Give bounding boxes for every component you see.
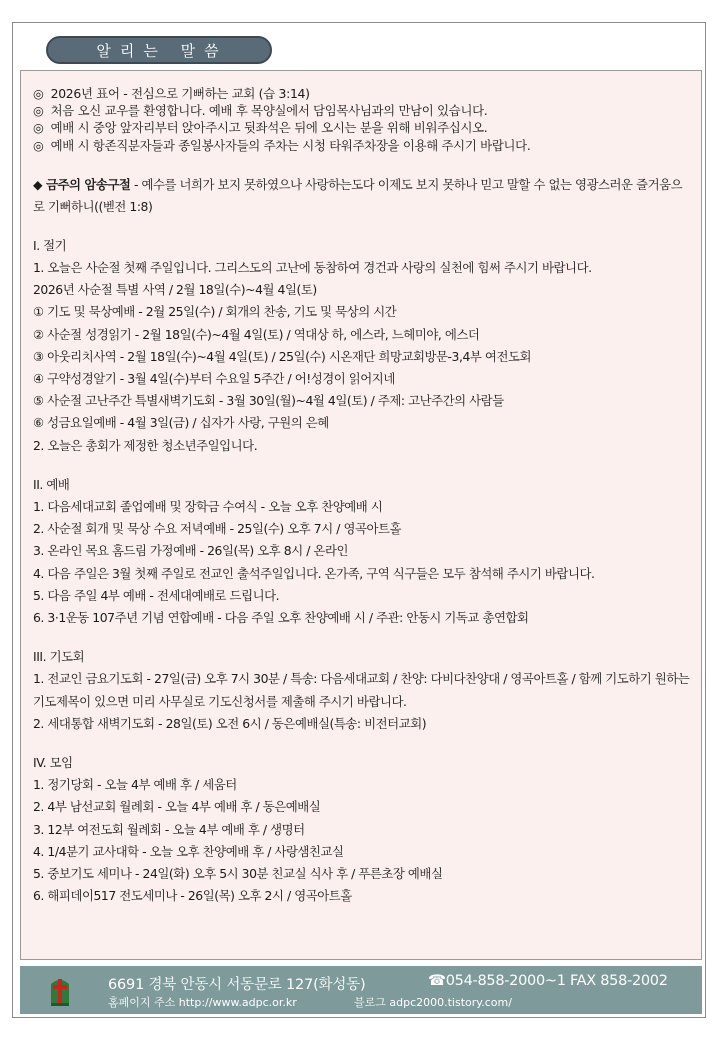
section-line: 2. 세대통합 새벽기도회 - 28일(토) 오전 6시 / 동은예배실(특송: 비전터교회)	[33, 715, 427, 731]
section-line: 6. 3·1운동 107주년 기념 연합예배 - 다음 주일 오후 찬양예배 시 / 주관: 안동시 기독교 총연합회	[33, 610, 529, 626]
section-meetings	[33, 752, 691, 907]
announcement-box	[20, 70, 702, 960]
section-line: 2026년 사순절 특별 사역 / 2월 18일(수)~4월 4일(토)	[33, 282, 317, 298]
notice-mark: ◎	[33, 103, 44, 119]
section-line: 4. 다음 주일은 3월 첫째 주일로 전교인 출석주일입니다. 온가족, 구역 식구들은 모두 참석해 주시기 바랍니다.	[33, 565, 595, 581]
footer	[20, 966, 702, 1014]
notice-text: 2026년 표어 - 전심으로 기뻐하는 교회 (습 3:14)	[50, 86, 310, 101]
section-line: 1. 오늘은 사순절 첫째 주일입니다. 그리스도의 고난에 동참하여 경건과 사랑의 실천에 힘써 주시기 바랍니다.	[33, 260, 592, 276]
notice-item	[33, 119, 691, 136]
spacer	[33, 629, 691, 646]
section-line: 5. 중보기도 세미나 - 24일(화) 오후 5시 30분 친교실 식사 후 / 푸른초장 예배실	[33, 866, 443, 882]
spacer	[33, 735, 691, 752]
section-worship	[33, 474, 691, 629]
section-line: ① 기도 및 묵상예배 - 2월 25일(수) / 회개의 찬송, 기도 및 묵상의 시간	[33, 304, 397, 320]
section-line: 6. 해피데이517 전도세미나 - 26일(목) 오후 2시 / 영곡아트홀	[33, 888, 352, 904]
footer-address: 6691 경북 안동시 서동문로 127(화성동)	[108, 977, 366, 993]
section-heading: I. 절기	[33, 237, 67, 253]
section-line: ④ 구약성경알기 - 3월 4일(수)부터 수요일 5주간 / 어!성경이 읽어지네	[33, 371, 395, 387]
notice-item	[33, 102, 691, 119]
memory-verse	[33, 174, 691, 218]
section-line: 1. 정기당회 - 오늘 4부 예배 후 / 세움터	[33, 777, 237, 793]
memory-verse-label: ◆ 금주의 암송구절	[33, 176, 131, 192]
section-line: 2. 사순절 회개 및 묵상 수요 저녁예배 - 25일(수) 오후 7시 / 영곡아트홀	[33, 521, 402, 537]
section-heading: II. 예배	[33, 476, 70, 492]
section-line: ⑥ 성금요일예배 - 4월 3일(금) / 십자가 사랑, 구원의 은혜	[33, 415, 329, 431]
section-heading: III. 기도회	[33, 649, 85, 665]
section-line: 5. 다음 주일 4부 예배 - 전세대예배로 드립니다.	[33, 587, 280, 603]
notice-mark: ◎	[33, 86, 44, 101]
section-line: 2. 오늘은 총회가 제정한 청소년주일입니다.	[33, 437, 258, 453]
section-line: 2. 4부 남선교회 월례회 - 오늘 4부 예배 후 / 동은예배실	[33, 799, 321, 815]
section-prayer	[33, 646, 691, 735]
footer-phone: ☎054-858-2000~1 FAX 858-2002	[428, 973, 668, 989]
page-title	[46, 36, 272, 64]
section-line: ② 사순절 성경읽기 - 2월 18일(수)~4월 4일(토) / 역대상 하, 에스라, 느헤미야, 에스더	[33, 326, 480, 342]
section-line: 4. 1/4분기 교사대학 - 오늘 오후 찬양예배 후 / 사랑샘친교실	[33, 843, 344, 859]
section-festival	[33, 235, 691, 457]
section-heading: IV. 모임	[33, 755, 73, 771]
memory-verse-text: - 예수를 너희가 보지 못하였으나 사랑하는도다 이제도 보지 못하나 믿고 말할 수 없는 영광스러운 즐거움으로 기뻐하니((벧전 1:8)	[33, 176, 683, 214]
section-line: 1. 전교인 금요기도회 - 27일(금) 오후 7시 30분 / 특송: 다음세대교회 / 찬양: 다비다찬양대 / 영곡아트홀 / 함께 기도하기 원하는 기도제목이 있으면 미리 사무실로 기도신청서를 제출해 주시기 바랍니다.	[33, 671, 690, 709]
notice-text: 예배 시 항존직분자들과 종일봉사자들의 주차는 시청 타워주차장을 이용해 주시기 바랍니다.	[50, 137, 531, 153]
section-line: ③ 아웃리치사역 - 2월 18일(수)~4월 4일(토) / 25일(수) 시온재단 희망교회방문-3,4부 여전도회	[33, 348, 531, 364]
footer-blog[interactable]: 블로그 adpc2000.tistory.com/	[354, 996, 512, 1009]
spacer	[33, 457, 691, 474]
notice-text: 예배 시 중앙 앞자리부터 앉아주시고 뒷좌석은 뒤에 오시는 분을 위해 비워주십시오.	[50, 120, 488, 136]
section-line: 3. 온라인 목요 홈드림 가정예배 - 26일(목) 오후 8시 / 온라인	[33, 543, 349, 559]
section-line: 3. 12부 여전도회 월례회 - 오늘 4부 예배 후 / 생명터	[33, 821, 305, 837]
page-title-text: 알리는 말씀	[96, 41, 228, 60]
section-line: 1. 다음세대교회 졸업예배 및 장학금 수여식 - 오늘 오후 찬양예배 시	[33, 499, 383, 515]
notice-mark: ◎	[33, 120, 44, 136]
notice-text: 처음 오신 교우를 환영합니다. 예배 후 목양실에서 담임목사님과의 만남이 있습니다.	[50, 103, 488, 119]
spacer	[33, 218, 691, 235]
spacer	[33, 154, 691, 174]
church-cross-logo-icon	[48, 976, 72, 1008]
notice-item	[33, 85, 691, 102]
notice-mark: ◎	[33, 137, 44, 153]
notice-list	[33, 85, 691, 154]
footer-homepage[interactable]: 홈페이지 주소 http://www.adpc.or.kr	[108, 996, 297, 1009]
section-line: ⑤ 사순절 고난주간 특별새벽기도회 - 3월 30일(월)~4월 4일(토) / 주제: 고난주간의 사람들	[33, 393, 504, 409]
notice-item	[33, 137, 691, 154]
